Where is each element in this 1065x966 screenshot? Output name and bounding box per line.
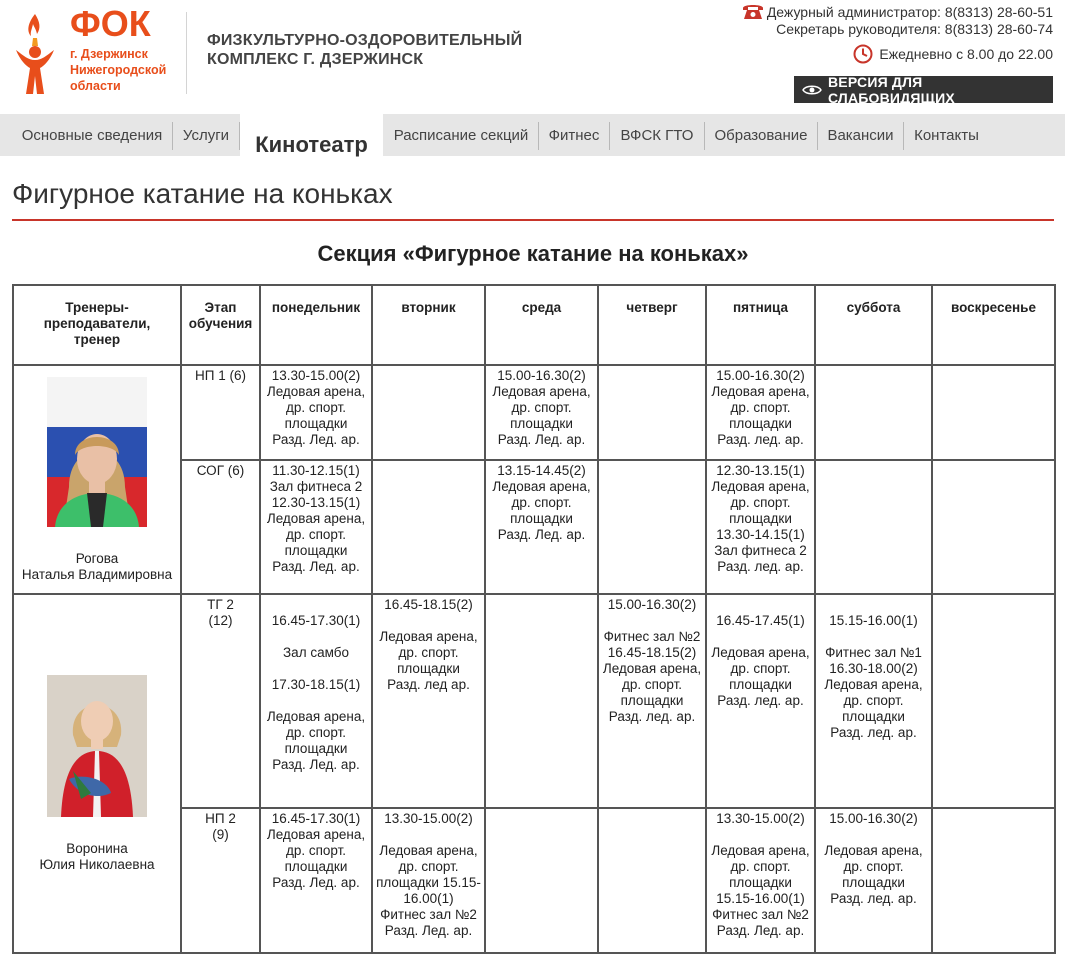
header-thursday: четверг	[598, 285, 706, 365]
organization-name-line: КОМПЛЕКС Г. ДЗЕРЖИНСК	[207, 51, 424, 68]
session-line: площадки	[729, 875, 792, 890]
session-line: Зал фитнеса 2	[714, 543, 807, 558]
session-line: др. спорт.	[621, 677, 683, 692]
organization-name-line: ФИЗКУЛЬТУРНО-ОЗДОРОВИТЕЛЬНЫЙ	[207, 32, 523, 49]
session-line: Ледовая арена,	[824, 677, 923, 692]
session-line: 16.45-17.30(1)	[271, 811, 361, 826]
session-line: Ледовая арена,	[266, 827, 366, 842]
session-line: площадки	[284, 741, 348, 756]
day-cell	[598, 365, 706, 460]
session-line: 13.30-14.15(1)	[716, 527, 805, 542]
header-tuesday: вторник	[372, 285, 485, 365]
session-line: Ледовая арена,	[711, 843, 810, 858]
working-hours-text: Ежедневно с 8.00 до 22.00	[879, 46, 1053, 62]
day-cell	[932, 594, 1055, 808]
session-line	[263, 693, 369, 709]
session-line: площадки	[510, 511, 573, 526]
session-line: Разд. Лед. ар.	[272, 559, 360, 574]
day-cell	[815, 808, 932, 953]
session-line: 13.15-14.45(2)	[497, 463, 586, 478]
session-line: площадки	[284, 416, 348, 431]
day-cell	[485, 365, 598, 460]
session-line: др. спорт.	[730, 400, 791, 415]
trainer-name	[16, 551, 178, 583]
trainer-cell	[13, 594, 181, 953]
session-line: Ледовая арена,	[492, 384, 591, 399]
session-line: площадки	[842, 875, 905, 890]
stage-cell	[181, 365, 260, 460]
session-line: др. спорт.	[285, 725, 347, 740]
day-cell	[932, 808, 1055, 953]
session-line: 17.30-18.15(1)	[271, 677, 361, 692]
admin-phone	[741, 2, 1053, 21]
day-cell	[598, 808, 706, 953]
session-line	[263, 629, 369, 645]
table-row	[13, 594, 1055, 808]
stage-label: СОГ (6)	[196, 463, 245, 478]
day-cell	[932, 365, 1055, 460]
session-line: Разд. лед. ар.	[830, 725, 917, 740]
session-line: Разд. Лед. ар.	[497, 432, 586, 447]
session-line: Разд. Лед. ар.	[272, 875, 360, 890]
nav-item-cinema[interactable]: Кинотеатр	[240, 114, 383, 160]
session-line	[709, 597, 812, 613]
day-cell	[485, 808, 598, 953]
session-line: Ледовая арена,	[824, 843, 923, 858]
site-header	[0, 0, 1065, 114]
title-divider	[12, 219, 1054, 221]
session-line: площадки	[284, 859, 348, 874]
session-line	[709, 827, 812, 843]
session-line: др. спорт.	[730, 661, 791, 676]
day-cell	[598, 460, 706, 594]
page-title: Фигурное катание на коньках	[12, 178, 393, 209]
session-line: 13.30-15.00(2)	[716, 811, 805, 826]
session-line: др. спорт.	[511, 495, 572, 510]
day-cell	[706, 365, 815, 460]
session-line: Разд. лед ар.	[387, 677, 470, 692]
header-line: Этап	[204, 300, 237, 315]
session-line: Ледовая арена,	[711, 384, 810, 399]
header-sunday: воскресенье	[932, 285, 1055, 365]
day-cell	[815, 594, 932, 808]
session-line	[818, 629, 929, 645]
session-line: др. спорт.	[398, 645, 459, 660]
session-line	[818, 827, 929, 843]
day-cell	[260, 594, 372, 808]
trainer-name	[16, 841, 178, 873]
visually-impaired-version-label: ВЕРСИЯ ДЛЯ СЛАБОВИДЯЩИХ	[827, 73, 955, 106]
session-line: Ледовая арена,	[602, 661, 702, 676]
session-line: Ледовая арена,	[379, 843, 478, 858]
session-line: Ледовая арена,	[379, 629, 478, 644]
day-cell	[932, 460, 1055, 594]
header-monday: понедельник	[260, 285, 372, 365]
main-nav	[0, 114, 1065, 156]
session-line: Разд. лед. ар.	[608, 709, 696, 724]
day-cell	[815, 460, 932, 594]
contacts	[741, 2, 1053, 38]
session-line: площадки 15.15-	[376, 875, 481, 890]
session-line: Разд. Лед. ар.	[272, 432, 360, 447]
stage-cell	[181, 460, 260, 594]
nav-item-contacts[interactable]: Контакты	[914, 126, 979, 144]
session-line: площадки	[284, 543, 348, 558]
session-line	[818, 597, 929, 613]
session-line: Разд. Лед. ар.	[384, 923, 473, 938]
session-line: площадки	[842, 709, 905, 724]
table-row	[13, 365, 1055, 460]
session-line: Зал фитнеса 2	[269, 479, 363, 494]
day-cell	[372, 594, 485, 808]
session-line: др. спорт.	[843, 693, 904, 708]
nav-item-gto[interactable]: ВФСК ГТО	[620, 126, 694, 144]
day-cell	[815, 365, 932, 460]
session-line: 13.30-15.00(2)	[384, 811, 473, 826]
session-line: 16.45-17.45(1)	[716, 613, 805, 628]
header-wednesday: среда	[485, 285, 598, 365]
session-line: Ледовая арена,	[711, 479, 810, 494]
logo-subtitle-line: области	[70, 79, 121, 93]
stage-label: НП 2	[205, 811, 236, 826]
session-line: Разд. лед. ар.	[717, 432, 804, 447]
stage-cell	[181, 808, 260, 953]
session-line: 16.45-18.15(2)	[607, 645, 697, 660]
nav-item-section-schedule[interactable]: Расписание секций	[393, 126, 529, 144]
session-line: 16.45-17.30(1)	[271, 613, 361, 628]
stage-label: НП 1 (6)	[195, 368, 246, 383]
visually-impaired-version-button[interactable]	[794, 73, 1053, 106]
nav-item-fitness[interactable]: Фитнес	[548, 126, 600, 144]
session-line: др. спорт.	[511, 400, 572, 415]
trainer-name-line: Рогова	[75, 550, 119, 566]
session-line: площадки	[620, 693, 684, 708]
day-cell	[598, 594, 706, 808]
session-line: Разд. лед. ар.	[830, 891, 917, 906]
session-line: Разд. Лед. ар.	[716, 923, 805, 938]
session-line	[709, 629, 812, 645]
session-line: др. спорт.	[285, 843, 347, 858]
logo-title: ФОК	[70, 3, 151, 44]
trainer-cell	[13, 365, 181, 594]
session-line: Ледовая арена,	[266, 511, 366, 526]
session-line: 12.30-13.15(1)	[716, 463, 805, 478]
logo-subtitle-line: Нижегородской	[70, 63, 167, 77]
nav-item-education[interactable]: Образование	[714, 126, 808, 144]
phone-icon	[741, 2, 765, 20]
torch-figure-logo-icon	[10, 12, 60, 96]
eye-icon	[802, 83, 822, 97]
session-line	[263, 661, 369, 677]
trainer-name-line: Воронина	[66, 840, 128, 856]
day-cell	[260, 460, 372, 594]
session-line: Разд. лед. ар.	[717, 559, 804, 574]
day-cell	[260, 365, 372, 460]
session-line	[263, 597, 369, 613]
stage-label: ТГ 2	[207, 597, 234, 612]
session-line: 15.00-16.30(2)	[716, 368, 805, 383]
session-line: площадки	[729, 416, 792, 431]
session-line	[375, 827, 482, 843]
session-line: Фитнес зал №1	[825, 645, 922, 660]
session-line: Фитнес зал №2	[712, 907, 809, 922]
session-line: Разд. Лед. ар.	[497, 527, 586, 542]
nav-item-vacancies[interactable]: Вакансии	[827, 126, 894, 144]
header-trainers	[13, 285, 181, 365]
stage-label: (12)	[208, 613, 233, 628]
session-line: 16.30-18.00(2)	[829, 661, 918, 676]
session-line: 15.00-16.30(2)	[497, 368, 586, 383]
schedule-table	[12, 284, 1056, 954]
session-line	[375, 613, 482, 629]
day-cell	[260, 808, 372, 953]
session-line: Разд. лед. ар.	[717, 693, 804, 708]
stage-label: (9)	[212, 827, 229, 842]
session-line	[601, 613, 703, 629]
header-saturday: суббота	[815, 285, 932, 365]
day-cell	[485, 594, 598, 808]
logo-subtitle	[70, 46, 166, 94]
trainer-photo-voronina	[47, 675, 147, 817]
session-line: Ледовая арена,	[266, 384, 366, 399]
session-line: 15.00-16.30(2)	[829, 811, 918, 826]
clock-icon	[853, 44, 873, 64]
header-line: обучения	[188, 316, 253, 331]
header-friday: пятница	[706, 285, 815, 365]
session-line: Фитнес зал №2	[380, 907, 477, 922]
day-cell	[372, 808, 485, 953]
session-line: др. спорт.	[730, 495, 791, 510]
session-line: 15.15-16.00(1)	[829, 613, 918, 628]
header-line: преподаватели,	[43, 316, 151, 331]
session-line: 12.30-13.15(1)	[271, 495, 361, 510]
logo-subtitle-line: г. Дзержинск	[70, 47, 148, 61]
session-line: Зал самбо	[283, 645, 349, 660]
session-line: др. спорт.	[398, 859, 459, 874]
section-title: Секция «Фигурное катание на коньках»	[317, 241, 749, 266]
session-line: 16.45-18.15(2)	[384, 597, 473, 612]
session-line: площадки	[729, 677, 792, 692]
day-cell	[372, 365, 485, 460]
session-line: др. спорт.	[285, 527, 347, 542]
header-stage	[181, 285, 260, 365]
admin-phone-text: Дежурный администратор: 8(8313) 28-60-51	[766, 4, 1053, 20]
day-cell	[706, 460, 815, 594]
trainer-photo-rogova	[47, 377, 147, 527]
stage-cell	[181, 594, 260, 808]
secretary-phone: Секретарь руководителя: 8(8313) 28-60-74	[776, 21, 1053, 37]
session-line: площадки	[397, 661, 460, 676]
logo[interactable]	[10, 3, 190, 98]
session-line: Ледовая арена,	[266, 709, 366, 724]
session-line: площадки	[729, 511, 792, 526]
session-line: Фитнес зал №2	[603, 629, 701, 644]
day-cell	[706, 594, 815, 808]
working-hours	[853, 44, 1053, 64]
session-line: площадки	[510, 416, 573, 431]
session-line: др. спорт.	[730, 859, 791, 874]
nav-item-basic-info[interactable]: Основные сведения	[21, 126, 163, 144]
session-line: др. спорт.	[843, 859, 904, 874]
session-line: Ледовая арена,	[492, 479, 591, 494]
session-line: 15.00-16.30(2)	[607, 597, 697, 612]
session-line: 11.30-12.15(1)	[272, 463, 360, 478]
session-line: 16.00(1)	[403, 891, 454, 906]
day-cell	[372, 460, 485, 594]
session-line: 15.15-16.00(1)	[716, 891, 805, 906]
header-line: Тренеры-	[65, 300, 129, 315]
session-line: 13.30-15.00(2)	[271, 368, 361, 383]
header-line: тренер	[73, 332, 121, 347]
nav-item-services[interactable]: Услуги	[182, 126, 230, 144]
session-line: Ледовая арена,	[711, 645, 810, 660]
organization-name	[207, 31, 522, 69]
session-line: др. спорт.	[285, 400, 347, 415]
day-cell	[706, 808, 815, 953]
trainer-name-line: Наталья Владимировна	[21, 566, 173, 582]
session-line: Разд. Лед. ар.	[272, 757, 360, 772]
trainer-name-line: Юлия Николаевна	[39, 856, 155, 872]
logo-divider	[186, 12, 187, 94]
table-header-row	[13, 285, 1055, 365]
day-cell	[485, 460, 598, 594]
